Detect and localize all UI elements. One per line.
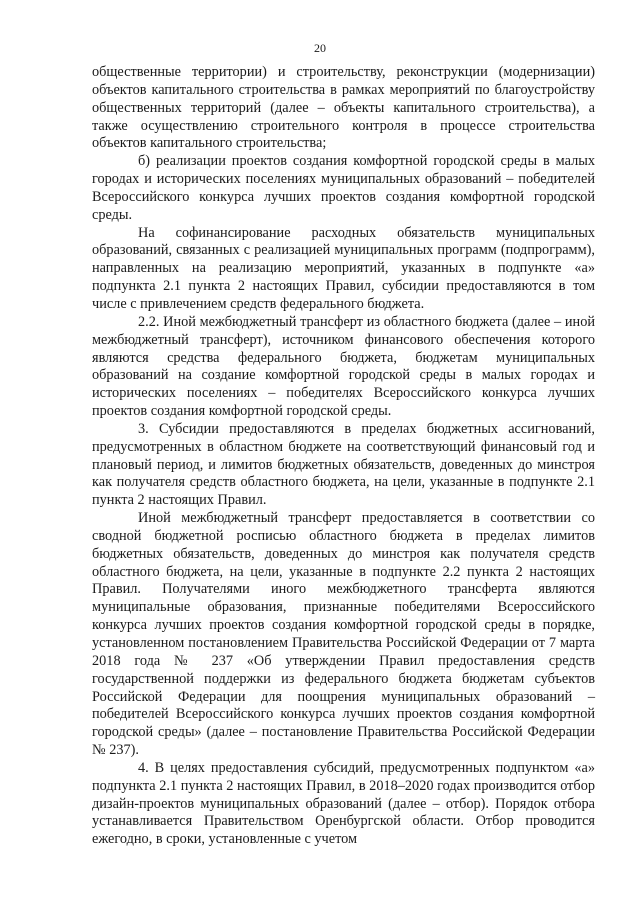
paragraph-5: 3. Субсидии предоставляются в пределах бюджетных ассигнований, предусмотренных в областном бюджете на соответствующий финансовый год и плановый период, и лимитов бюджетных обязательств, доведенных до минстроя как получателя средств областного бюджета, на цели, указанные в подпункте 2.1 пункта 2 настоящих Правил. bbox=[92, 420, 595, 509]
page-number: 20 bbox=[314, 41, 326, 55]
paragraph-6: Иной межбюджетный трансферт предоставляется в соответствии со сводной бюджетной росписью областного бюджета в пределах лимитов бюджетных обязательств, доведенных до минстроя как получателя средств областного бюджета, на цели, указанные в подпункте 2.2 пункта 2 настоящих Правил. Получателями иного межбюджетного трансферта являются муниципальные образования, признанные победителями Всероссийского конкурса лучших проектов создания комфортной городской среды в порядке, установленном постановлением Правительства Российской Федерации от 7 марта 2018 года № 237 «Об утверждении Правил предоставления средств государственной поддержки из федерального бюджета бюджетам субъектов Российской Федерации для поощрения муниципальных образований – победителей Всероссийского конкурса лучших проектов создания комфортной городской среды» (далее – постановление Правительства Российской Федерации № 237). bbox=[92, 510, 595, 759]
paragraph-3: На софинансирование расходных обязательств муниципальных образований, связанных с реализацией муниципальных программ (подпрограмм), направленных на реализацию мероприятий, указанных в подпункте «а» подпункта 2.1 пункта 2 настоящих Правил, субсидии предоставляются в том числе с привлечением средств федерального бюджета. bbox=[92, 224, 595, 312]
paragraph-2: б) реализации проектов создания комфортной городской среды в малых городах и исторических поселениях муниципальных образований – победителей Всероссийского конкурса лучших проектов создания комфортной городской среды. bbox=[92, 153, 595, 223]
document-body bbox=[92, 64, 595, 849]
paragraph-7: 4. В целях предоставления субсидий, предусмотренных подпунктом «а» подпункта 2.1 пункта 2 настоящих Правил, в 2018–2020 годах производится отбор дизайн-проектов муниципальных образований (далее – отбор). Порядок отбора устанавливается Правительством Оренбургской области. Отбор проводится ежегодно, в сроки, установленные с учетом bbox=[92, 759, 595, 848]
paragraph-1: общественные территории) и строительству, реконструкции (модернизации) объектов капитального строительства в рамках мероприятий по благоустройству общественных территорий (далее – объекты капитального строительства), а также осуществлению строительного контроля в процессе строительства объектов капитального строительства; bbox=[92, 64, 595, 152]
paragraph-4: 2.2. Иной межбюджетный трансферт из областного бюджета (далее – иной межбюджетный трансферт), источником финансового обеспечения которого являются средства федерального бюджета, бюджетам муниципальных образований на создание комфортной городской среды в малых городах и исторических поселениях – победителях Всероссийского конкурса лучших проектов создания комфортной городской среды. bbox=[92, 313, 595, 420]
